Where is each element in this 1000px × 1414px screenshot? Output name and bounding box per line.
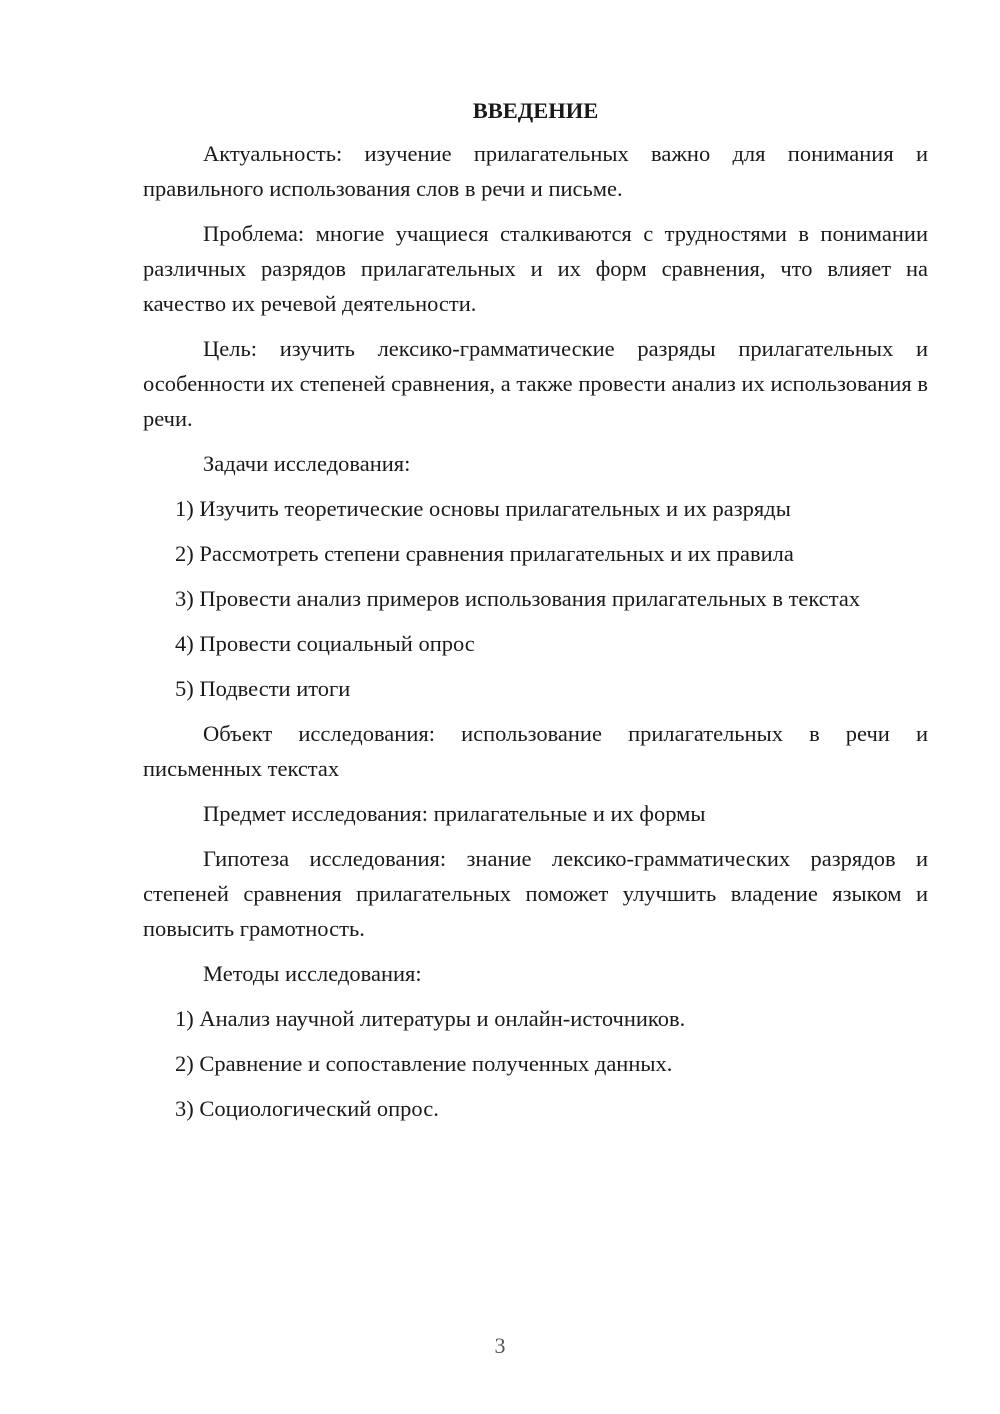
- paragraph-relevance: Актуальность: изучение прилагательных важно для понимания и правильного использования слов в речи и письме.: [143, 141, 928, 201]
- method-item: 1) Анализ научной литературы и онлайн-источников.: [175, 1006, 686, 1031]
- task-item: 5) Подвести итоги: [175, 676, 351, 701]
- method-item: 2) Сравнение и сопоставление полученных данных.: [175, 1051, 673, 1076]
- task-item: 1) Изучить теоретические основы прилагательных и их разряды: [175, 496, 791, 521]
- paragraph-goal: Цель: изучить лексико-грамматические разряды прилагательных и особенности их степеней сравнения, а также провести анализ их использования в речи.: [143, 336, 928, 431]
- paragraph-problem: Проблема: многие учащиеся сталкиваются с трудностями в понимании различных разрядов прилагательных и их форм сравнения, что влияет на качество их речевой деятельности.: [143, 221, 928, 316]
- paragraph-tasks-heading: Задачи исследования:: [203, 451, 411, 476]
- document-body: [143, 96, 928, 1136]
- task-item: 2) Рассмотреть степени сравнения прилагательных и их правила: [175, 541, 794, 566]
- section-title: ВВЕДЕНИЕ: [472, 98, 599, 123]
- paragraph-hypothesis: Гипотеза исследования: знание лексико-грамматических разрядов и степеней сравнения прилагательных поможет улучшить владение языком и повысить грамотность.: [143, 846, 928, 941]
- paragraph-subject: Предмет исследования: прилагательные и их формы: [203, 801, 706, 826]
- task-item: 3) Провести анализ примеров использования прилагательных в текстах: [175, 586, 861, 611]
- paragraph-methods-heading: Методы исследования:: [203, 961, 422, 986]
- task-item: 4) Провести социальный опрос: [175, 631, 475, 656]
- method-item: 3) Социологический опрос.: [175, 1096, 439, 1121]
- page-number: 3: [494, 1333, 506, 1358]
- paragraph-object: Объект исследования: использование прилагательных в речи и письменных текстах: [143, 721, 928, 781]
